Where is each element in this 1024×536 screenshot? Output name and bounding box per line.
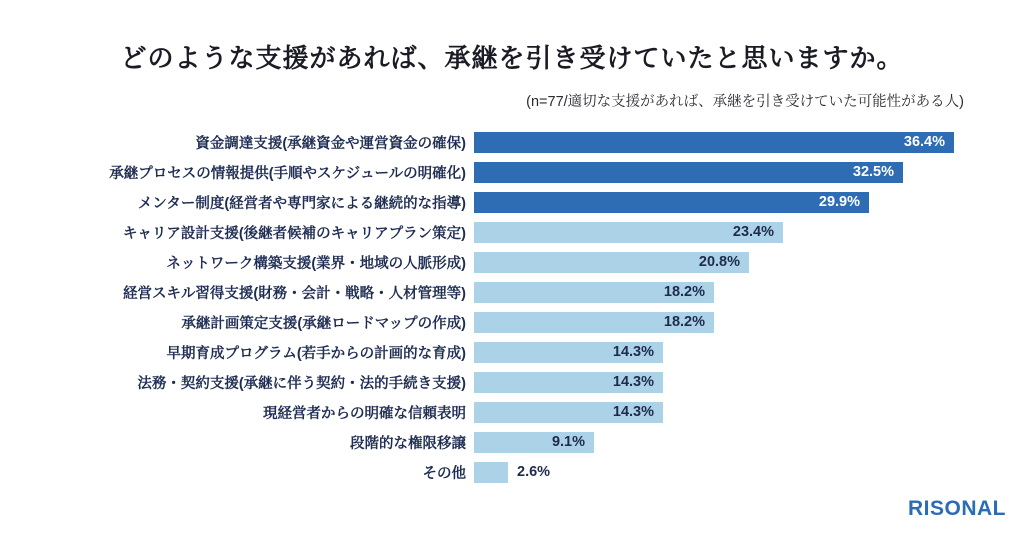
bar-row	[0, 277, 1024, 307]
category-label: ネットワーク構築支援(業界・地域の人脈形成)	[166, 255, 466, 272]
value-label: 2.6%	[517, 464, 551, 480]
bar	[474, 372, 663, 393]
value-label: 36.4%	[903, 134, 945, 150]
bar-area	[474, 312, 714, 333]
bar-row	[0, 427, 1024, 457]
bar-row	[0, 397, 1024, 427]
bar-row	[0, 127, 1024, 157]
category-label: 承継プロセスの情報提供(手順やスケジュールの明確化)	[109, 165, 466, 182]
category-label: 早期育成プログラム(若手からの計画的な育成)	[166, 345, 466, 362]
category-label: その他	[422, 465, 466, 482]
category-label: 承継計画策定支援(承継ロードマップの作成)	[181, 315, 466, 332]
bar-row	[0, 457, 1024, 487]
bar	[474, 432, 594, 453]
bar-row	[0, 337, 1024, 367]
bar-area	[474, 282, 714, 303]
bar-area	[474, 132, 954, 153]
bar-chart	[0, 127, 1024, 487]
category-label: 経営スキル習得支援(財務・会計・戦略・人材管理等)	[122, 285, 466, 302]
bar-row	[0, 247, 1024, 277]
category-label: 資金調達支援(承継資金や運営資金の確保)	[195, 135, 466, 152]
bar-row	[0, 307, 1024, 337]
bar-area	[474, 462, 550, 483]
bar	[474, 132, 954, 153]
bar-area	[474, 252, 749, 273]
value-label: 9.1%	[551, 434, 585, 450]
bar-row	[0, 217, 1024, 247]
category-label: メンター制度(経営者や専門家による継続的な指導)	[137, 195, 466, 212]
category-label: 法務・契約支援(承継に伴う契約・法的手続き支援)	[137, 375, 466, 392]
value-label: 14.3%	[612, 374, 654, 390]
bar-row	[0, 187, 1024, 217]
bar	[474, 192, 869, 213]
value-label: 20.8%	[698, 254, 740, 270]
bar	[474, 252, 749, 273]
bar-row	[0, 367, 1024, 397]
bar	[474, 402, 663, 423]
chart-title: どのような支援があれば、承継を引き受けていたと思いますか。	[120, 43, 904, 73]
value-label: 32.5%	[852, 164, 894, 180]
bar-area	[474, 162, 903, 183]
chart-subtitle: (n=77/適切な支援があれば、承継を引き受けていた可能性がある人)	[526, 94, 964, 110]
bar-area	[474, 222, 783, 243]
bar	[474, 282, 714, 303]
bar	[474, 222, 783, 243]
category-label: 現経営者からの明確な信頼表明	[263, 405, 466, 422]
bar-area	[474, 192, 869, 213]
bar-row	[0, 157, 1024, 187]
bar	[474, 312, 714, 333]
category-label: 段階的な権限移譲	[350, 435, 466, 452]
bar-area	[474, 372, 663, 393]
bar	[474, 162, 903, 183]
bar	[474, 462, 508, 483]
bar-area	[474, 342, 663, 363]
value-label: 18.2%	[663, 314, 705, 330]
value-label: 14.3%	[612, 404, 654, 420]
value-label: 14.3%	[612, 344, 654, 360]
value-label: 18.2%	[663, 284, 705, 300]
category-label: キャリア設計支援(後継者候補のキャリアプラン策定)	[122, 225, 466, 242]
risonal-logo: RISONAL	[908, 497, 1006, 520]
bar	[474, 342, 663, 363]
value-label: 23.4%	[732, 224, 774, 240]
bar-area	[474, 402, 663, 423]
value-label: 29.9%	[818, 194, 860, 210]
bar-area	[474, 432, 594, 453]
